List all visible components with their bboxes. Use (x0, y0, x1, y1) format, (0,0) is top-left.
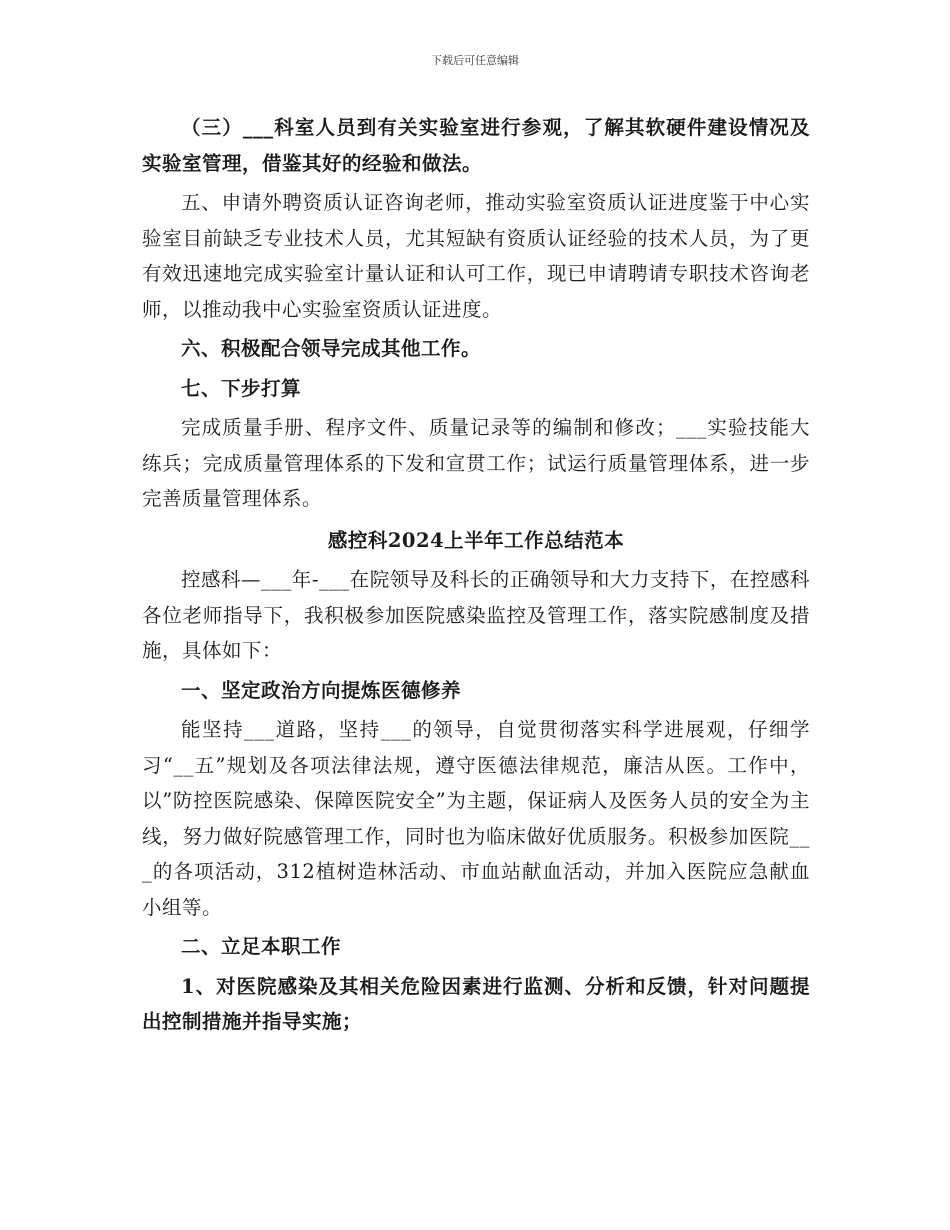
paragraph-infection-monitoring: 1、对医院感染及其相关危险因素进行监测、分析和反馈，针对问题提出控制措施并指导实施； (142, 974, 810, 1033)
paragraph-next-plan: 完成质量手册、程序文件、质量记录等的编制和修改；___实验技能大练兵；完成质量管理体系的下发和宣贯工作；试运行质量管理体系，进一步完善质量管理体系。 (142, 416, 810, 510)
paragraph-external-consultant: 五、申请外聘资质认证咨询老师，推动实验室资质认证进度鉴于中心实验室目前缺乏专业技术人员，尤其短缺有资质认证经验的技术人员，为了更有效迅速地完成实验室计量认证和认可工作，现已申请聘请专职技术咨询老师，以推动我中心实验室资质认证进度。 (142, 191, 810, 321)
paragraph-intro: 控感科—___年-___在院领导及科长的正确领导和大力支持下，在控感科各位老师指导下，我积极参加医院感染监控及管理工作，落实院感制度及措施，具体如下： (142, 568, 810, 662)
document-body (142, 110, 810, 1044)
paragraph-political-direction: 能坚持___道路，坚持___的领导，自觉贯彻落实科学进展观，仔细学习“__五”规划及各项法律法规，遵守医德法律规范，廉洁从医。工作中，以”防控医院感染、保障医院安全”为主题，保证病人及医务人员的安全为主线，努力做好院感管理工作，同时也为临床做好优质服务。积极参加医院___的各项活动，312植树造林活动、市血站献血活动，并加入医院应急献血小组等。 (142, 718, 810, 919)
section-heading-political-direction: 一、坚定政治方向提炼医德修养 (181, 678, 462, 702)
section-heading-job-duties: 二、立足本职工作 (181, 935, 342, 958)
paragraph-visit-labs: （三）___科室人员到有关实验室进行参观，了解其软硬件建设情况及实验室管理，借鉴其好的经验和做法。 (142, 116, 810, 175)
document-title: 感控科2024上半年工作总结范本 (327, 528, 625, 552)
section-heading-next-plan: 七、下步打算 (181, 376, 302, 400)
page-header-note: 下载后可任意编辑 (431, 54, 519, 67)
paragraph-assist-leaders: 六、积极配合领导完成其他工作。 (181, 337, 482, 360)
